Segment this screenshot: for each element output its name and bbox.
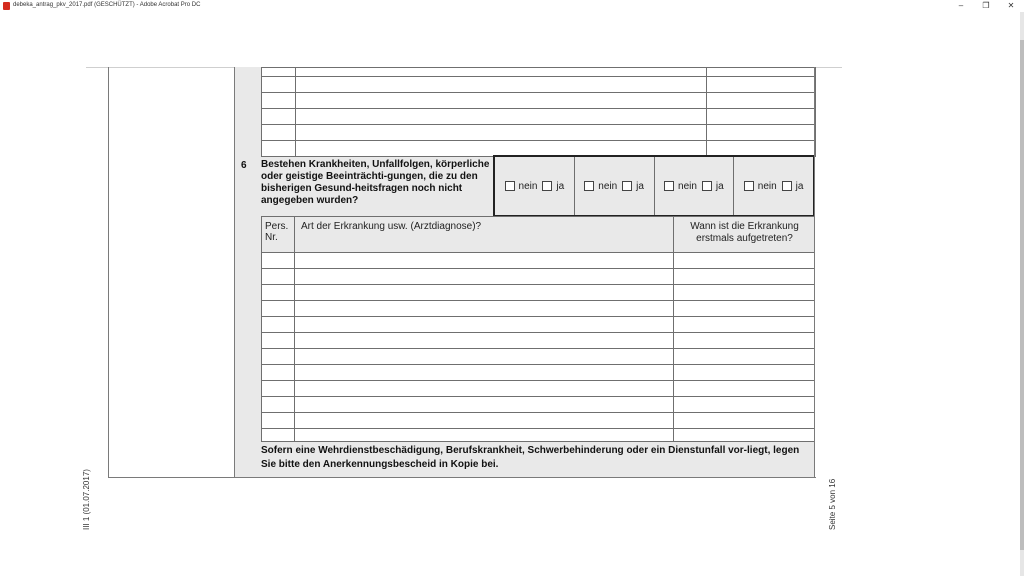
question-6 xyxy=(235,156,495,216)
nein-checkbox[interactable] xyxy=(664,181,674,191)
restore-button[interactable]: ❐ xyxy=(982,1,990,10)
ja-checkbox[interactable] xyxy=(542,181,552,191)
table-row xyxy=(262,68,816,77)
nein-checkbox[interactable] xyxy=(584,181,594,191)
table-row[interactable] xyxy=(262,365,815,381)
person-1-answer xyxy=(495,157,575,215)
table-row[interactable] xyxy=(262,253,815,269)
nein-checkbox[interactable] xyxy=(744,181,754,191)
ja-checkbox[interactable] xyxy=(702,181,712,191)
person-3-answer xyxy=(655,157,735,215)
table-row xyxy=(262,77,816,93)
col-first-occurrence: Wann ist die Erkrankung erstmals aufgetreten? xyxy=(690,221,799,244)
nein-checkbox[interactable] xyxy=(505,181,515,191)
person-2-answer xyxy=(575,157,655,215)
table-row[interactable] xyxy=(262,317,815,333)
title-bar xyxy=(0,0,1024,12)
ja-label: ja xyxy=(556,180,565,192)
nein-label: nein xyxy=(678,180,697,192)
window-title: debeka_antrag_pkv_2017.pdf (GESCHÜTZT) - Adobe Acrobat Pro DC xyxy=(13,2,201,8)
table-row[interactable] xyxy=(262,381,815,397)
table-row xyxy=(262,93,816,109)
nein-label: nein xyxy=(757,180,777,192)
diagnosis-table xyxy=(261,252,815,442)
table-row[interactable] xyxy=(262,285,815,301)
table-row[interactable] xyxy=(262,397,815,413)
person-4-answer xyxy=(734,157,813,215)
upper-table xyxy=(261,67,816,157)
table-row[interactable] xyxy=(262,413,815,429)
table-row[interactable] xyxy=(262,349,815,365)
page-number: Seite 5 von 16 xyxy=(828,478,837,530)
footer-note: Sofern eine Wehrdienstbeschädigung, Berufskrankheit, Schwerbehinderung oder ein Dienstunfall vor-liegt, legen Sie bitte den Anerkennungsbescheid in Kopie bei. xyxy=(261,445,800,470)
close-button[interactable]: ✕ xyxy=(1007,1,1015,10)
frame-left-line xyxy=(108,67,109,478)
nein-label: nein xyxy=(598,180,618,192)
question-text: Bestehen Krankheiten, Unfallfolgen, körperliche oder geistige Beeinträchti-gungen, die zu den bisherigen Gesund-heitsfragen noch nicht angegeben wurden? xyxy=(261,159,490,206)
col-person-number: Pers. Nr. xyxy=(262,217,295,253)
minimize-button[interactable]: – xyxy=(958,1,964,10)
ja-checkbox[interactable] xyxy=(782,181,792,191)
nein-label: nein xyxy=(518,180,538,192)
frame-column-line xyxy=(234,67,235,478)
frame-bottom-line xyxy=(108,477,816,478)
ja-label: ja xyxy=(636,180,644,192)
table-row xyxy=(262,109,816,125)
question-number: 6 xyxy=(241,160,247,171)
table-row[interactable] xyxy=(262,269,815,285)
frame-right-line xyxy=(814,67,815,478)
pdf-app-icon xyxy=(3,2,10,10)
ja-checkbox[interactable] xyxy=(622,181,632,191)
form-code: III 1 (01.07.2017) xyxy=(82,469,91,530)
table-row[interactable] xyxy=(262,333,815,349)
diagnosis-table-header xyxy=(261,216,815,252)
table-row[interactable] xyxy=(262,301,815,317)
ja-label: ja xyxy=(715,180,724,192)
grey-margin-top xyxy=(235,67,261,157)
table-row[interactable] xyxy=(262,429,815,442)
table-row xyxy=(262,125,816,141)
yes-no-group xyxy=(493,155,815,217)
scrollbar-thumb[interactable] xyxy=(1020,40,1024,550)
col-diagnosis: Art der Erkrankung usw. (Arztdiagnose)? xyxy=(295,217,674,253)
ja-label: ja xyxy=(795,180,804,192)
grey-margin-bottom xyxy=(235,216,261,442)
